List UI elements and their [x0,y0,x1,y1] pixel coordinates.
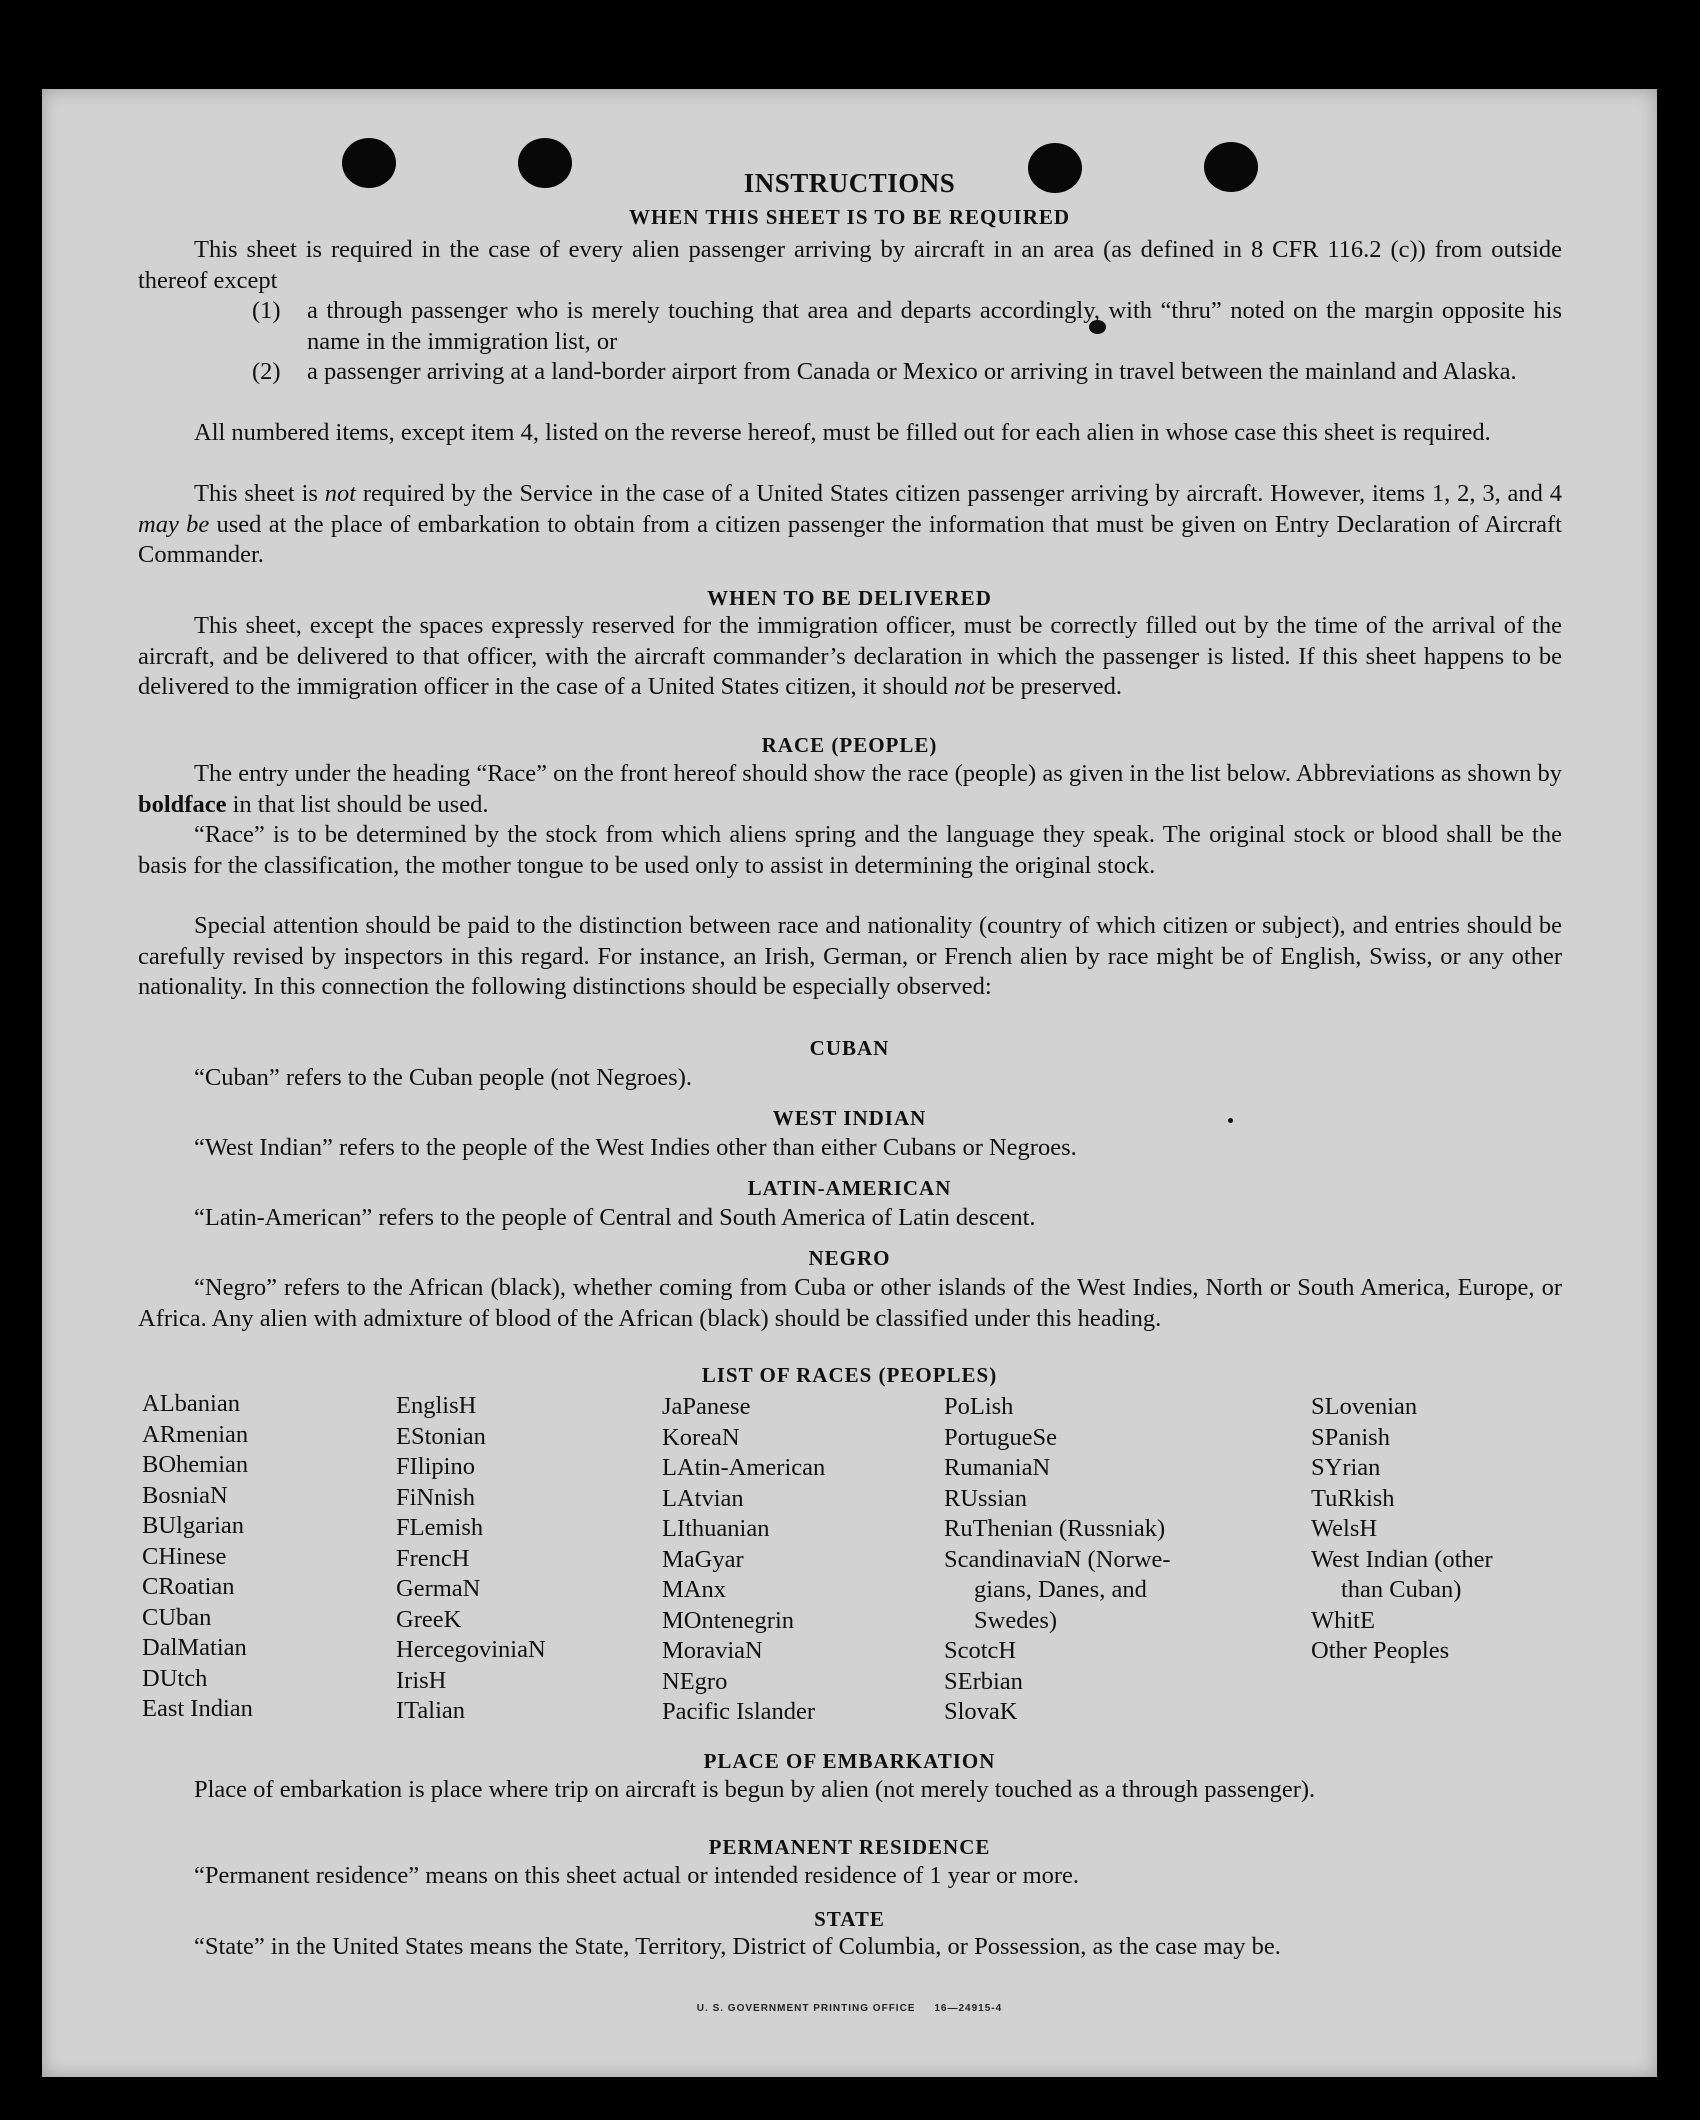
heading-permanent-residence: PERMANENT RESIDENCE [708,1835,991,1859]
race-item: gians, Danes, and [974,1576,1147,1603]
heading-place-of-embarkation: PLACE OF EMBARKATION [703,1749,996,1773]
paragraph: Place of embarkation is place where trip on aircraft is begun by alien (not merely touched as a through passenger). [194,1776,1316,1803]
paragraph: This sheet is required in the case of every alien passenger arriving by aircraft in an area (as defined in 8 CFR 116.2 (c)) from outside thereof except [138,236,1562,294]
race-item: SErbian [944,1667,1023,1695]
paragraph: This sheet, except the spaces expressly reserved for the immigration officer, must be correctly filled out by the time of the arrival of the aircraft, and be delivered to that officer, with the aircraft commander’s declaration in which the passenger is listed. If this sheet happens to be delivered to the immigration officer in the case of a United States citizen, it should not be preserved. [138,612,1562,700]
race-item: SYrian [1311,1454,1381,1481]
heading-when-delivered: WHEN TO BE DELIVERED [707,586,992,610]
race-item: LIthuanian [662,1515,770,1542]
race-column [662,1392,825,1728]
race-item: EnglisH [396,1392,477,1419]
race-item: GermaN [396,1575,481,1602]
race-item: IrisH [396,1666,447,1694]
heading-negro: NEGRO [808,1246,891,1270]
printer-imprint: U. S. GOVERNMENT PRINTING OFFICE 16—24915-4 [696,2003,1003,2014]
race-column [1311,1392,1493,1667]
paragraph: The entry under the heading “Race” on the front hereof should show the race (people) as given in the list below. Abbreviations as shown by boldface in that list should be used. [138,760,1562,818]
race-item: FLemish [396,1514,484,1541]
race-item: FrencH [396,1544,470,1572]
race-item: HercegoviniaN [396,1636,546,1663]
race-item: than Cuban) [1341,1576,1462,1603]
heading-race: RACE (PEOPLE) [761,733,938,757]
race-column [396,1391,546,1727]
race-item: RuThenian (Russniak) [944,1515,1166,1542]
race-item: BUlgarian [142,1512,245,1539]
paragraph: “Latin-American” refers to the people of Central and South America of Latin descent. [194,1204,1036,1231]
race-item: Other Peoples [1311,1637,1450,1664]
race-item: FIlipino [396,1453,475,1480]
race-item: RUssian [944,1484,1028,1512]
race-item: LAtin-American [662,1454,826,1481]
race-item: East Indian [142,1695,253,1722]
race-item: WhitE [1311,1606,1375,1634]
race-item: WelsH [1311,1515,1378,1542]
race-column [944,1392,1171,1728]
race-item: LAtvian [662,1484,744,1512]
race-item: PortugueSe [944,1423,1057,1451]
list-item-number: (1) [252,297,281,324]
race-item: BOhemian [142,1451,249,1478]
paragraph: “Permanent residence” means on this sheet actual or intended residence of 1 year or more. [194,1862,1080,1889]
race-item: Pacific Islander [662,1698,816,1725]
race-item: GreeK [396,1605,462,1633]
race-item: KoreaN [662,1423,740,1451]
heading-list-of-races: LIST OF RACES (PEOPLES) [701,1363,998,1387]
paragraph: All numbered items, except item 4, listed on the reverse hereof, must be filled out for each alien in whose case this sheet is required. [194,419,1491,446]
race-item: ARmenian [142,1420,249,1448]
race-item: West Indian (other [1311,1545,1493,1573]
race-item: JaPanese [662,1393,751,1420]
paragraph: “State” in the United States means the State, Territory, District of Columbia, or Possession, as the case may be. [194,1933,1281,1960]
race-item: ScotcH [944,1637,1017,1664]
heading-cuban: CUBAN [809,1036,890,1060]
race-item: DUtch [142,1664,208,1692]
paragraph: This sheet is not required by the Service in the case of a United States citizen passenger arriving by aircraft. However, items 1, 2, 3, and 4 may be used at the place of embarkation to obtain from a citizen passenger the information that must be given on Entry Declaration of Aircraft Commander. [138,480,1562,568]
race-item: SPanish [1311,1423,1390,1451]
heading-when-required: WHEN THIS SHEET IS TO BE REQUIRED [628,205,1071,229]
heading-west-indian: WEST INDIAN [772,1106,927,1130]
paragraph: “Race” is to be determined by the stock from which aliens spring and the language they speak. The original stock or blood shall be the basis for the classification, the mother tongue to be used only to assist in determining the original stock. [138,821,1562,879]
race-item: CHinese [142,1542,227,1570]
race-column [142,1389,253,1725]
race-item: CRoatian [142,1573,235,1600]
race-item: MaGyar [662,1545,744,1573]
paragraph: “West Indian” refers to the people of the West Indies other than either Cubans or Negroes. [194,1134,1077,1161]
race-item: SLovenian [1311,1393,1418,1420]
heading-state: STATE [814,1907,885,1931]
race-item: TuRkish [1311,1484,1395,1512]
paragraph: “Negro” refers to the African (black), whether coming from Cuba or other islands of the West Indies, North or South America, Europe, or Africa. Any alien with admixture of blood of the African (black) should be classified under this heading. [138,1274,1562,1332]
race-item: NEgro [662,1667,728,1695]
race-item: MoraviaN [662,1637,763,1664]
race-item: ITalian [396,1697,466,1724]
race-item: BosniaN [142,1481,228,1509]
race-item: DalMatian [142,1634,247,1661]
race-item: Swedes) [974,1606,1058,1634]
paragraph: Special attention should be paid to the distinction between race and nationality (country of which citizen or subject), and entries should be carefully revised by inspectors in this regard. For instance, an Irish, German, or French alien by race might be of English, Swiss, or any other nationality. In this connection the following distinctions should be especially observed: [138,912,1562,1000]
race-item: MOntenegrin [662,1606,794,1634]
heading-latin-american: LATIN-AMERICAN [747,1176,952,1200]
list-item-number: (2) [252,358,281,385]
race-item: RumaniaN [944,1454,1051,1481]
list-item: a passenger arriving at a land-border airport from Canada or Mexico or arriving in travel between the mainland and Alaska. [307,358,1517,385]
race-item: SlovaK [944,1698,1018,1725]
race-item: CUban [142,1603,212,1631]
paragraph: “Cuban” refers to the Cuban people (not Negroes). [194,1064,692,1091]
race-item: ScandinaviaN (Norwe- [944,1545,1171,1573]
document-sheet [42,89,1657,2077]
race-item: ALbanian [142,1390,240,1417]
race-item: MAnx [662,1576,726,1603]
race-item: PoLish [944,1393,1014,1420]
race-item: EStonian [396,1422,486,1450]
page-title: INSTRUCTIONS [743,168,956,198]
list-item: a through passenger who is merely touching that area and departs accordingly, with “thru” noted on the margin opposite his name in the immigration list, or [307,297,1562,355]
race-item: FiNnish [396,1483,475,1511]
